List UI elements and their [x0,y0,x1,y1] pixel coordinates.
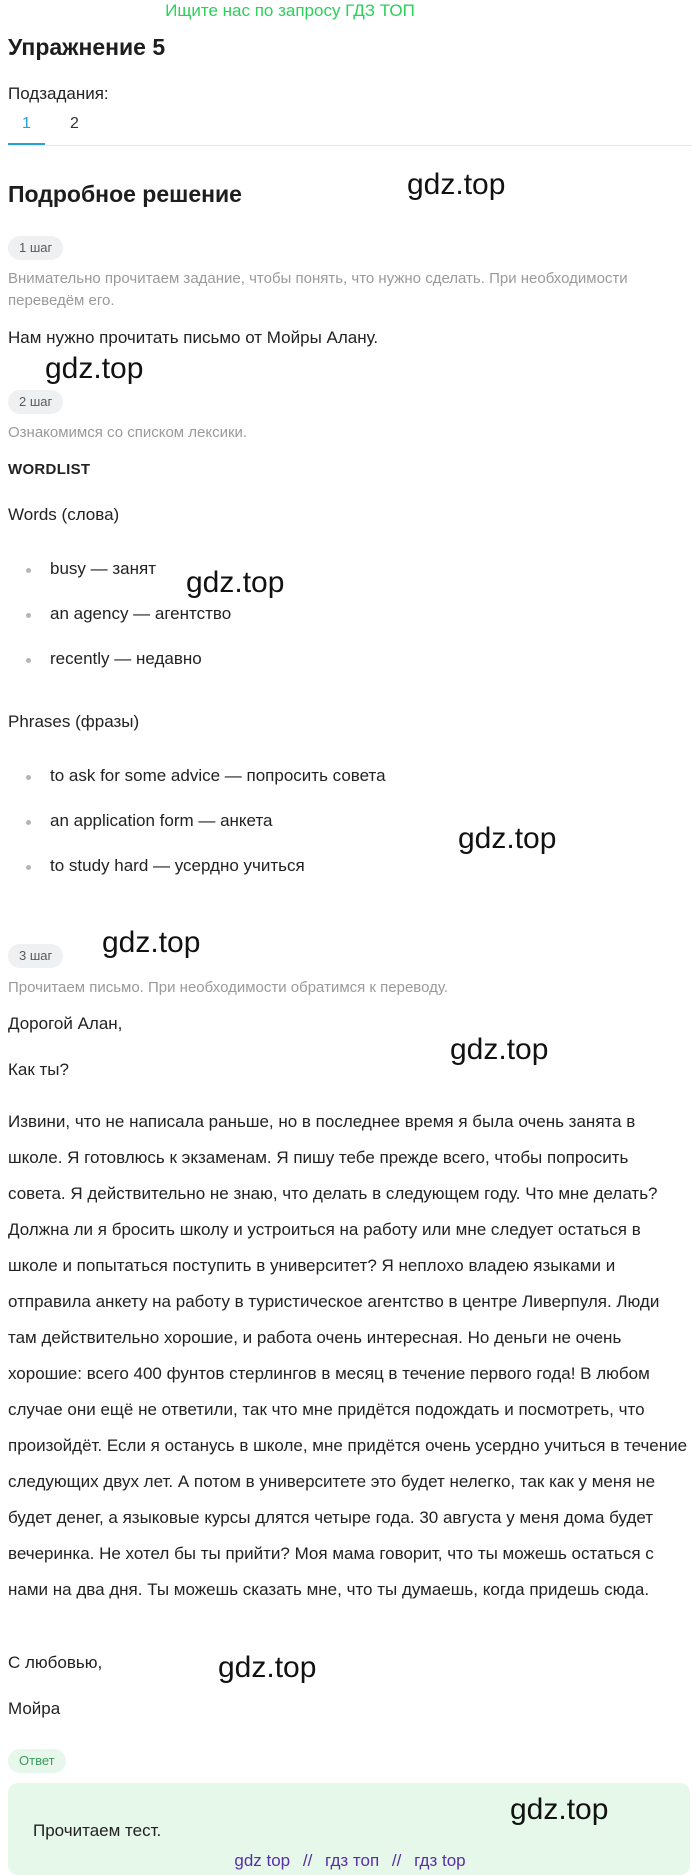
list-item: to ask for some advice — попросить совета [8,764,386,809]
list-item: an agency — агентство [8,602,231,647]
footer-separator: // [391,1851,402,1870]
watermark: gdz.top [186,566,285,599]
step-hint: Прочитаем письмо. При необходимости обратимся к переводу. [8,979,449,996]
answer-badge: Ответ [8,1749,66,1773]
step-text: Нам нужно прочитать письмо от Мойры Алану. [8,328,379,347]
footer-link[interactable]: gdz top [234,1851,291,1870]
wordlist-title: WORDLIST [8,461,91,478]
footer-link[interactable]: гдз топ [325,1851,380,1870]
step-badge: 3 шаг [8,944,63,968]
letter-body: Извини, что не написала раньше, но в последнее время я была очень занята в школе. Я готовлюсь к экзаменам. Я пишу тебе прежде всего, чтобы попросить совета. Я действительно не знаю, что делать в следующем году. Что мне делать? Должна ли я бросить школу и устроиться на работу или мне следует остаться в школе и попытаться поступить в университет? Я неплохо владею языками и отправила анкету на работу в туристическое агентство в центре Ливерпуля. Люди там действительно хорошие, и работа очень интересная. Но деньги не очень хорошие: всего 400 фунтов стерлингов в месяц в течение первого года! В любом случае они ещё не ответили, так что мне придётся подождать и посмотреть, что произойдёт. Если я останусь в школе, мне придётся очень усердно учиться в течение следующих двух лет. А потом в университете это будет нелегко, так как у меня не будет денег, а языковые курсы длятся четыре года. 30 августа у меня дома будет вечеринка. Не хотел бы ты прийти? Моя мама говорит, что ты можешь остаться с нами на два дня. Ты можешь сказать мне, что ты думаешь, когда придешь сюда. [8,1112,688,1599]
list-item: an application form — анкета [8,809,386,854]
step-hint: Внимательно прочитаем задание, чтобы понять, что нужно сделать. При необходимости переведём его. [8,270,628,309]
watermark: gdz.top [102,926,201,959]
letter-closing: С любовью, [8,1653,103,1672]
letter-greeting: Дорогой Алан, [8,1014,123,1033]
promo-banner[interactable]: Ищите нас по запросу ГДЗ ТОП [165,1,415,20]
watermark: gdz.top [450,1033,549,1066]
tab-subtask-1[interactable]: 1 [22,115,31,132]
answer-text: Прочитаем тест. [33,1821,162,1840]
list-item: recently — недавно [8,647,231,692]
tab-subtask-2[interactable]: 2 [70,115,79,132]
words-title: Words (слова) [8,505,120,524]
footer-links [0,1851,700,1871]
footer-separator: // [302,1851,313,1870]
exercise-title: Упражнение 5 [8,34,166,60]
watermark: gdz.top [458,822,557,855]
solution-title: Подробное решение [8,181,242,207]
phrases-list [8,764,386,899]
subtasks-label: Подзадания: [8,84,109,103]
step-badge: 1 шаг [8,236,63,260]
phrases-title: Phrases (фразы) [8,712,140,731]
list-item: busy — занят [8,557,231,602]
watermark: gdz.top [218,1651,317,1684]
letter-signature: Мойра [8,1699,61,1718]
watermark: gdz.top [510,1793,609,1826]
letter-question: Как ты? [8,1060,69,1079]
list-item: to study hard — усердно учиться [8,854,386,899]
watermark: gdz.top [407,168,506,201]
tabs-divider [8,145,692,146]
watermark: gdz.top [45,352,144,385]
step-badge: 2 шаг [8,390,63,414]
footer-link[interactable]: гдз top [414,1851,466,1870]
step-hint: Ознакомимся со списком лексики. [8,424,248,441]
